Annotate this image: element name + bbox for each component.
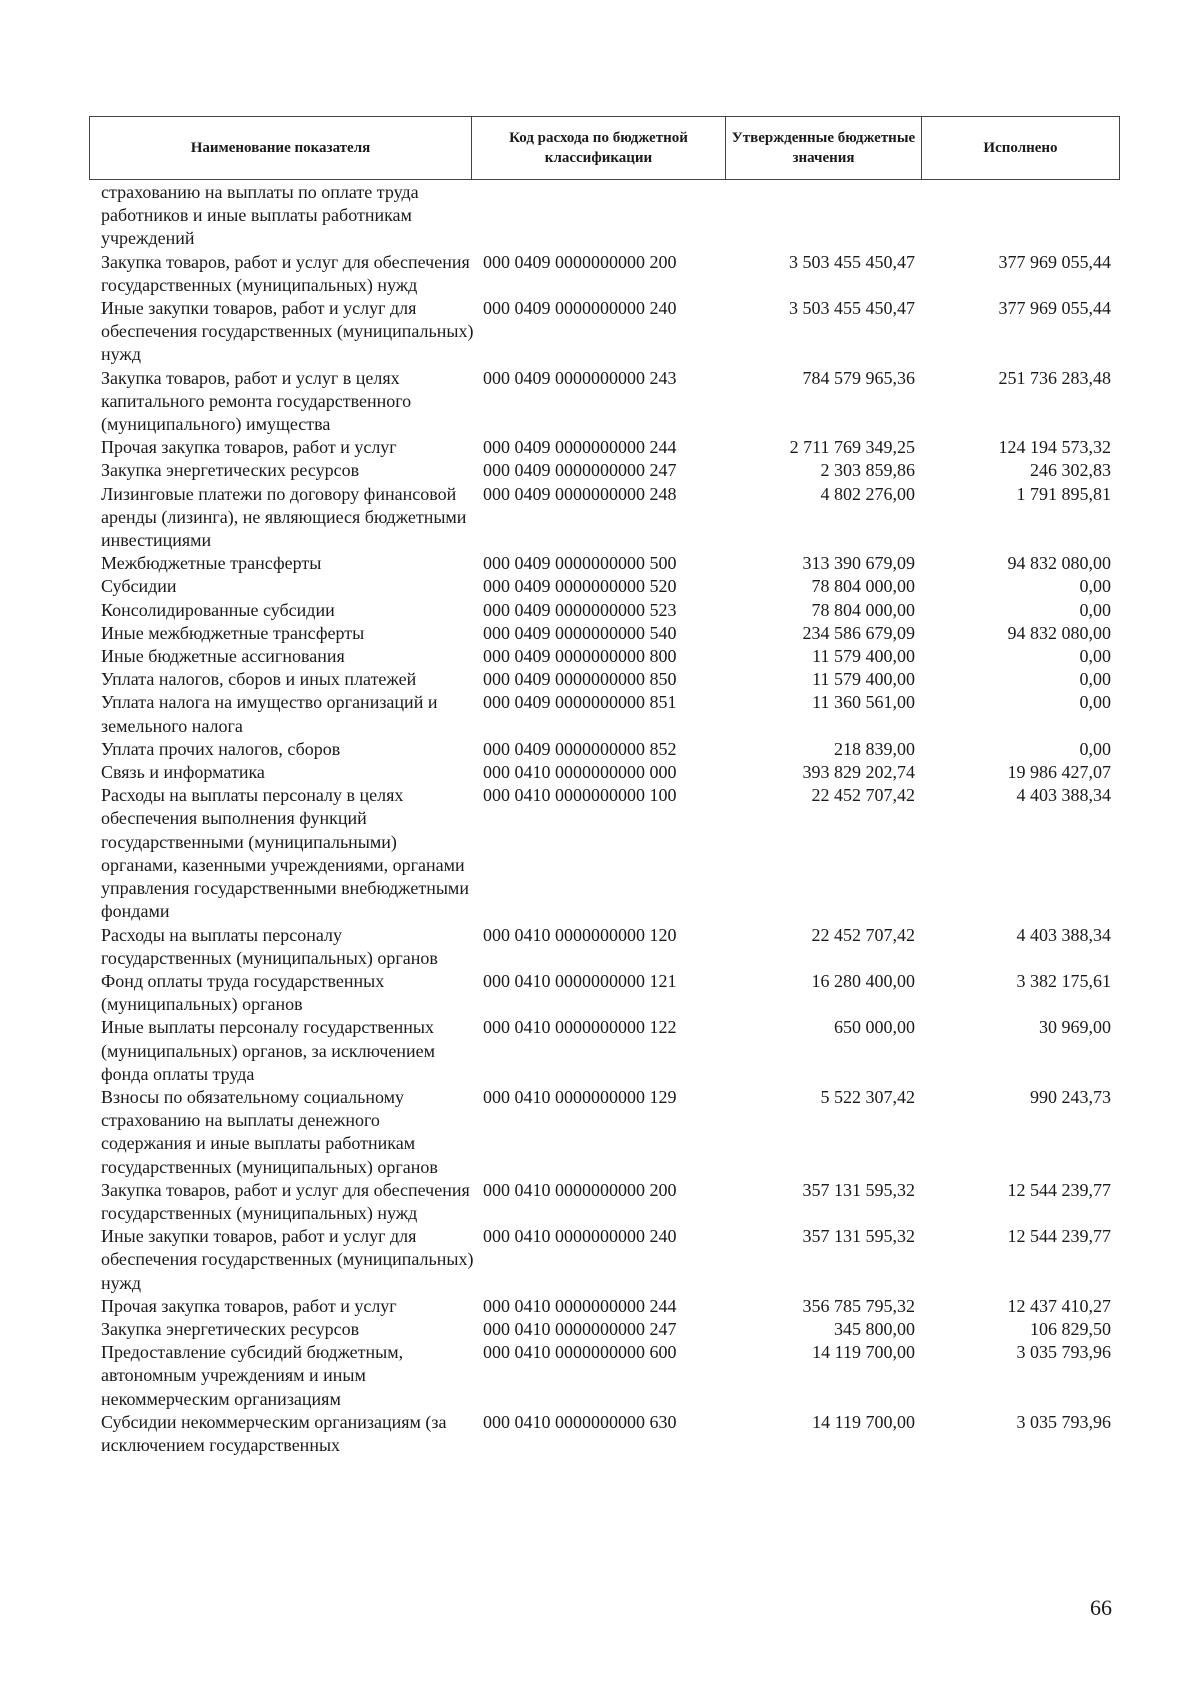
row-executed: 4 403 388,34 [1016, 785, 1111, 806]
row-name: Иные межбюджетные трансферты [101, 622, 365, 643]
row-name: Иные закупки товаров, работ и услуг для обеспечения государственных (муниципальных) нужд [101, 298, 474, 365]
row-approved: 357 131 595,32 [802, 1179, 915, 1200]
row-code: 000 0410 0000000000 122 [483, 1017, 677, 1038]
row-name: Связь и информатика [101, 762, 265, 783]
row-approved: 16 280 400,00 [811, 970, 915, 991]
table-row [89, 1411, 1119, 1457]
table-header [89, 116, 1120, 180]
table-row [89, 552, 1119, 575]
table-row [89, 367, 1119, 437]
row-code: 000 0410 0000000000 120 [483, 924, 677, 945]
row-name: Закупка товаров, работ и услуг в целях капитального ремонта государственного (муниципального) имущества [101, 367, 412, 435]
row-executed: 246 302,83 [1030, 460, 1111, 481]
row-approved: 14 119 700,00 [812, 1342, 915, 1363]
row-executed: 106 829,50 [1030, 1318, 1111, 1339]
row-code: 000 0409 0000000000 520 [483, 576, 677, 597]
row-approved: 3 503 455 450,47 [789, 251, 915, 272]
row-name: Уплата налогов, сборов и иных платежей [101, 669, 417, 690]
row-name: Закупка энергетических ресурсов [101, 1318, 360, 1339]
row-code: 000 0410 0000000000 244 [483, 1295, 677, 1316]
row-approved: 234 586 679,09 [802, 622, 915, 643]
header-approved: Утвержденные бюджетные значения [726, 117, 922, 180]
row-executed: 990 243,73 [1030, 1086, 1111, 1107]
row-name: Расходы на выплаты персоналу государственных (муниципальных) органов [101, 924, 438, 968]
header-executed: Исполнено [922, 117, 1120, 180]
row-code: 000 0410 0000000000 121 [483, 970, 677, 991]
row-approved: 345 800,00 [834, 1318, 915, 1339]
table-row [89, 459, 1119, 482]
row-executed: 377 969 055,44 [998, 251, 1111, 272]
row-executed: 12 544 239,77 [1007, 1179, 1111, 1200]
row-code: 000 0409 0000000000 523 [483, 599, 677, 620]
table-row [89, 1341, 1119, 1411]
row-code: 000 0409 0000000000 248 [483, 483, 677, 504]
row-approved: 78 804 000,00 [811, 599, 915, 620]
row-name: Консолидированные субсидии [101, 599, 335, 620]
row-code: 000 0410 0000000000 100 [483, 785, 677, 806]
table-row [89, 297, 1119, 367]
table-row [89, 1086, 1119, 1179]
row-name: страхованию на выплаты по оплате труда работников и иные выплаты работникам учреждений [101, 182, 419, 249]
row-approved [731, 181, 921, 251]
row-name: Уплата налога на имущество организаций и земельного налога [101, 692, 438, 736]
row-executed: 3 035 793,96 [1016, 1411, 1111, 1432]
row-executed: 94 832 080,00 [1007, 553, 1111, 574]
row-name: Закупка товаров, работ и услуг для обеспечения государственных (муниципальных) нужд [101, 251, 470, 295]
row-code: 000 0409 0000000000 800 [483, 646, 677, 667]
row-code: 000 0410 0000000000 600 [483, 1342, 677, 1363]
row-approved: 22 452 707,42 [811, 785, 915, 806]
row-executed: 0,00 [1079, 669, 1111, 690]
table-row [89, 970, 1119, 1016]
row-name: Закупка энергетических ресурсов [101, 460, 360, 481]
row-approved: 4 802 276,00 [820, 483, 915, 504]
budget-table [89, 181, 1119, 1457]
row-code: 000 0410 0000000000 240 [483, 1226, 677, 1247]
table-row [89, 1318, 1119, 1341]
row-executed: 0,00 [1079, 576, 1111, 597]
table-row [89, 575, 1119, 598]
table-row [89, 761, 1119, 784]
table-row [89, 181, 1119, 251]
row-executed: 3 035 793,96 [1016, 1342, 1111, 1363]
row-executed: 251 736 283,48 [998, 367, 1111, 388]
row-approved: 3 503 455 450,47 [789, 298, 915, 319]
table-row [89, 738, 1119, 761]
row-code: 000 0409 0000000000 200 [483, 251, 677, 272]
row-approved: 357 131 595,32 [802, 1226, 915, 1247]
table-row [89, 599, 1119, 622]
row-approved: 14 119 700,00 [812, 1411, 915, 1432]
table-row [89, 436, 1119, 459]
table-row [89, 1225, 1119, 1295]
row-approved: 11 579 400,00 [812, 646, 915, 667]
row-name: Межбюджетные трансферты [101, 553, 322, 574]
row-executed: 0,00 [1079, 738, 1111, 759]
table-row [89, 691, 1119, 737]
row-name: Расходы на выплаты персоналу в целях обеспечения выполнения функций государственными (муниципальными) органами, казенными учреждениями, органами управления государственными внебюджетными фондами [101, 785, 469, 922]
row-code: 000 0409 0000000000 240 [483, 298, 677, 319]
row-code: 000 0410 0000000000 129 [483, 1086, 677, 1107]
table-row [89, 668, 1119, 691]
table-row [89, 1179, 1119, 1225]
table-row [89, 483, 1119, 553]
table-row [89, 1295, 1119, 1318]
row-approved: 650 000,00 [834, 1017, 915, 1038]
row-executed: 124 194 573,32 [998, 437, 1111, 458]
row-executed: 4 403 388,34 [1016, 924, 1111, 945]
header-name: Наименование показателя [90, 117, 472, 180]
row-approved: 356 785 795,32 [802, 1295, 915, 1316]
row-approved: 393 829 202,74 [802, 762, 915, 783]
row-code: 000 0410 0000000000 247 [483, 1318, 677, 1339]
row-executed: 12 437 410,27 [1007, 1295, 1111, 1316]
row-code: 000 0409 0000000000 247 [483, 460, 677, 481]
row-name: Предоставление субсидий бюджетным, автономным учреждениям и иным некоммерческим организациям [101, 1342, 404, 1409]
row-approved: 218 839,00 [834, 738, 915, 759]
row-name: Уплата прочих налогов, сборов [101, 738, 341, 759]
row-code: 000 0409 0000000000 244 [483, 437, 677, 458]
row-executed: 94 832 080,00 [1007, 622, 1111, 643]
row-name: Лизинговые платежи по договору финансовой аренды (лизинга), не являющиеся бюджетными инвестициями [101, 483, 467, 551]
row-name: Иные закупки товаров, работ и услуг для обеспечения государственных (муниципальных) нужд [101, 1226, 474, 1293]
row-approved: 2 711 769 349,25 [789, 437, 915, 458]
row-executed: 377 969 055,44 [998, 298, 1111, 319]
row-code: 000 0410 0000000000 630 [483, 1411, 677, 1432]
row-approved: 5 522 307,42 [820, 1086, 915, 1107]
row-executed: 1 791 895,81 [1016, 483, 1111, 504]
row-code: 000 0409 0000000000 852 [483, 738, 677, 759]
row-executed: 0,00 [1079, 692, 1111, 713]
row-name: Закупка товаров, работ и услуг для обеспечения государственных (муниципальных) нужд [101, 1179, 470, 1223]
row-executed: 12 544 239,77 [1007, 1226, 1111, 1247]
row-code: 000 0409 0000000000 851 [483, 692, 677, 713]
row-name: Прочая закупка товаров, работ и услуг [101, 437, 397, 458]
table-row [89, 622, 1119, 645]
row-name: Взносы по обязательному социальному страхованию на выплаты денежного содержания и иные выплаты работникам государственных (муниципальных) органов [101, 1086, 438, 1177]
row-code: 000 0409 0000000000 850 [483, 669, 677, 690]
table-row [89, 924, 1119, 970]
row-approved: 11 360 561,00 [812, 692, 915, 713]
table-row [89, 784, 1119, 923]
row-code: 000 0410 0000000000 000 [483, 762, 677, 783]
row-approved: 2 303 859,86 [820, 460, 915, 481]
row-code: 000 0409 0000000000 243 [483, 367, 677, 388]
row-name: Фонд оплаты труда государственных (муниципальных) органов [101, 970, 385, 1015]
row-approved: 22 452 707,42 [811, 924, 915, 945]
row-approved: 313 390 679,09 [802, 553, 915, 574]
row-code [477, 181, 731, 251]
row-executed: 19 986 427,07 [1007, 762, 1111, 783]
page-number: 66 [1090, 1595, 1112, 1620]
table-row [89, 1016, 1119, 1086]
table-body [89, 181, 1119, 1457]
row-approved: 78 804 000,00 [811, 576, 915, 597]
row-approved: 784 579 965,36 [802, 367, 915, 388]
row-name: Субсидии некоммерческим организациям (за исключением государственных [101, 1411, 447, 1455]
row-executed: 30 969,00 [1039, 1017, 1111, 1038]
row-code: 000 0409 0000000000 540 [483, 622, 677, 643]
row-executed: 0,00 [1079, 599, 1111, 620]
row-name: Иные бюджетные ассигнования [101, 646, 345, 667]
table-row [89, 645, 1119, 668]
row-code: 000 0410 0000000000 200 [483, 1179, 677, 1200]
row-name: Иные выплаты персоналу государственных (муниципальных) органов, за исключением фонда оплаты труда [101, 1017, 436, 1084]
row-executed: 0,00 [1079, 646, 1111, 667]
row-code: 000 0409 0000000000 500 [483, 553, 677, 574]
row-approved: 11 579 400,00 [812, 669, 915, 690]
row-name: Прочая закупка товаров, работ и услуг [101, 1295, 397, 1316]
row-executed: 3 382 175,61 [1016, 970, 1111, 991]
table-row [89, 251, 1119, 297]
row-name: Субсидии [101, 576, 177, 597]
header-code: Код расхода по бюджетной классификации [472, 117, 726, 180]
row-executed [921, 181, 1119, 251]
